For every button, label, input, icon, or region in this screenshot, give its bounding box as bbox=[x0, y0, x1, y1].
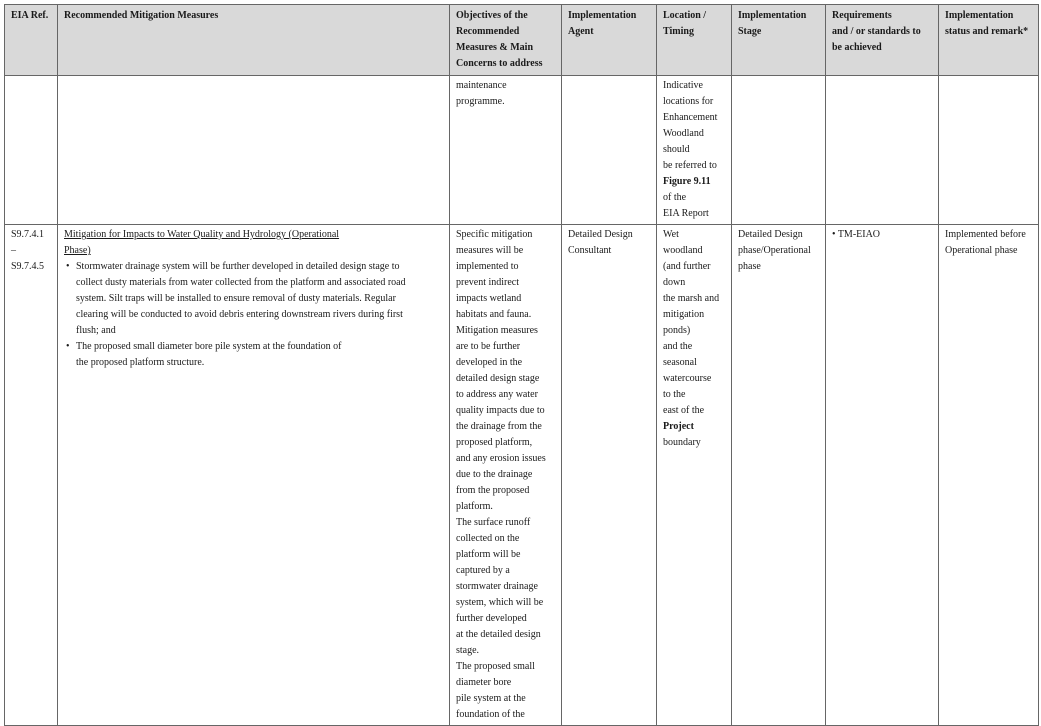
row2-objectives-cell bbox=[450, 225, 562, 726]
row1-agent-cell bbox=[562, 76, 657, 225]
text-line: Implementation bbox=[568, 10, 637, 21]
text-line: locations for bbox=[663, 96, 714, 107]
text-line: Stormwater drainage system will be further developed in detailed design stage to bbox=[76, 261, 400, 272]
text-line: ponds) bbox=[663, 325, 691, 336]
row1-objectives-cell bbox=[450, 76, 562, 225]
text-line: down bbox=[663, 277, 686, 288]
row2-objectives-text bbox=[456, 227, 555, 723]
header-requirements-lines bbox=[832, 8, 932, 56]
row2-location-tail bbox=[663, 435, 725, 451]
row2-stage-cell bbox=[732, 225, 826, 726]
text-line: be referred to bbox=[663, 160, 717, 171]
text-line: collected on the bbox=[456, 533, 520, 544]
header-mitigation-measures bbox=[58, 5, 450, 76]
text-line: quality impacts due to bbox=[456, 405, 545, 416]
row1-objectives-text bbox=[456, 78, 555, 110]
text-line: The proposed small bbox=[456, 661, 535, 672]
row2-location-text bbox=[663, 227, 725, 419]
text-line: Stage bbox=[738, 26, 762, 37]
text-line: due to the drainage bbox=[456, 469, 533, 480]
table-row bbox=[5, 225, 1039, 726]
text-line: Location / bbox=[663, 10, 707, 21]
text-line: collect dusty materials from water collected from the platform and associated road bbox=[76, 277, 406, 288]
text-line: foundation of the bbox=[456, 709, 525, 720]
text-line: should bbox=[663, 144, 690, 155]
text-line: • TM-EIAO bbox=[832, 229, 881, 240]
text-line: Implementation bbox=[945, 10, 1014, 21]
row1-location-figure-ref bbox=[663, 174, 725, 190]
eia-ref-start: S9.7.4.1 bbox=[11, 229, 45, 240]
header-requirements bbox=[826, 5, 939, 76]
text-line: the proposed platform structure. bbox=[76, 357, 205, 368]
text-line: watercourse bbox=[663, 373, 712, 384]
row1-stage-cell bbox=[732, 76, 826, 225]
text-line: be achieved bbox=[832, 42, 882, 53]
row2-measures-cell bbox=[58, 225, 450, 726]
text-line: stormwater drainage bbox=[456, 581, 538, 592]
text-line: to the bbox=[663, 389, 686, 400]
text-line: at the detailed design bbox=[456, 629, 541, 640]
text-line: Recommended Mitigation Measures bbox=[64, 10, 219, 21]
text-line: measures will be bbox=[456, 245, 524, 256]
header-implementation-stage bbox=[732, 5, 826, 76]
text-line: Implemented before bbox=[945, 229, 1026, 240]
row1-measures-cell bbox=[58, 76, 450, 225]
header-row bbox=[5, 5, 1039, 76]
text-line: developed in the bbox=[456, 357, 523, 368]
text-line: the drainage from the bbox=[456, 421, 542, 432]
header-eia-ref-lines bbox=[11, 8, 51, 24]
text-line: stage. bbox=[456, 645, 480, 656]
text-line: Recommended bbox=[456, 26, 520, 37]
text-line: the marsh and bbox=[663, 293, 720, 304]
text-line: of the bbox=[663, 192, 687, 203]
row1-location-cell bbox=[657, 76, 732, 225]
text-line: Detailed Design bbox=[568, 229, 633, 240]
text-line: detailed design stage bbox=[456, 373, 540, 384]
row2-agent-text bbox=[568, 227, 650, 259]
table-row bbox=[5, 76, 1039, 225]
row1-status-cell bbox=[939, 76, 1039, 225]
text-line: (and further bbox=[663, 261, 711, 272]
measure-bullet-1 bbox=[64, 259, 443, 339]
text-line: EIA Ref. bbox=[11, 10, 49, 21]
text-line: Objectives of the bbox=[456, 10, 528, 21]
text-line: status and remark* bbox=[945, 26, 1029, 37]
row1-location-figure-label: Figure 9.11 bbox=[663, 176, 711, 187]
text-line: The proposed small diameter bore pile system at the foundation of bbox=[76, 341, 342, 352]
text-line: habitats and fauna. bbox=[456, 309, 532, 320]
header-objectives bbox=[450, 5, 562, 76]
eia-ref-end: S9.7.4.5 bbox=[11, 261, 45, 272]
measure-title bbox=[64, 227, 443, 259]
text-line: Woodland bbox=[663, 128, 704, 139]
row2-agent-cell bbox=[562, 225, 657, 726]
row2-status-cell bbox=[939, 225, 1039, 726]
text-line: phase bbox=[738, 261, 761, 272]
header-mitigation-measures-lines bbox=[64, 8, 443, 24]
text-line: captured by a bbox=[456, 565, 510, 576]
text-line: and the bbox=[663, 341, 693, 352]
header-implementation-agent bbox=[562, 5, 657, 76]
measure-bullet-1-text bbox=[76, 259, 443, 339]
row2-location-cell bbox=[657, 225, 732, 726]
text-line: maintenance bbox=[456, 80, 507, 91]
text-line: and any erosion issues bbox=[456, 453, 546, 464]
row2-eia-ref-cell bbox=[5, 225, 58, 726]
text-line: Indicative bbox=[663, 80, 703, 91]
text-line: are to be further bbox=[456, 341, 521, 352]
text-line: Measures & Main bbox=[456, 42, 534, 53]
header-implementation-status-lines bbox=[945, 8, 1032, 40]
text-line: from the proposed bbox=[456, 485, 530, 496]
text-line: Concerns to address bbox=[456, 58, 543, 69]
header-implementation-stage-lines bbox=[738, 8, 819, 40]
text-line: Phase) bbox=[64, 245, 91, 256]
text-line: to address any water bbox=[456, 389, 538, 400]
text-line: Implementation bbox=[738, 10, 807, 21]
text-line: Requirements bbox=[832, 10, 892, 21]
text-line: impacts wetland bbox=[456, 293, 522, 304]
text-line: further developed bbox=[456, 613, 527, 624]
header-objectives-lines bbox=[456, 8, 555, 72]
text-line: EIA Report bbox=[663, 208, 709, 219]
text-line: prevent indirect bbox=[456, 277, 520, 288]
row2-status-text bbox=[945, 227, 1032, 259]
eia-ref-dash: – bbox=[11, 245, 16, 256]
measure-bullet-2-text bbox=[76, 339, 443, 371]
text-line: Wet bbox=[663, 229, 679, 240]
text-line: Mitigation measures bbox=[456, 325, 538, 336]
text-line: and / or standards to bbox=[832, 26, 921, 37]
row1-location-tail bbox=[663, 190, 725, 222]
row2-location-bold-label: Project bbox=[663, 421, 694, 432]
text-line: platform. bbox=[456, 501, 493, 512]
header-location-timing-lines bbox=[663, 8, 725, 40]
row1-eia-ref-cell bbox=[5, 76, 58, 225]
text-line: Operational phase bbox=[945, 245, 1018, 256]
header-eia-ref bbox=[5, 5, 58, 76]
text-line: boundary bbox=[663, 437, 701, 448]
text-line: platform will be bbox=[456, 549, 521, 560]
text-line: system. Silt traps will be installed to ensure removal of dusty materials. Regular bbox=[76, 293, 396, 304]
text-line: Mitigation for Impacts to Water Quality and Hydrology (Operational bbox=[64, 229, 340, 240]
text-line: Agent bbox=[568, 26, 594, 37]
row1-location-text bbox=[663, 78, 725, 174]
text-line: phase/Operational bbox=[738, 245, 811, 256]
text-line: flush; and bbox=[76, 325, 116, 336]
row2-requirements-text bbox=[832, 227, 932, 243]
text-line: Timing bbox=[663, 26, 694, 37]
bullet-icon: • bbox=[66, 341, 70, 352]
text-line: The surface runoff bbox=[456, 517, 531, 528]
header-implementation-agent-lines bbox=[568, 8, 650, 40]
header-location-timing bbox=[657, 5, 732, 76]
text-line: implemented to bbox=[456, 261, 519, 272]
text-line: pile system at the bbox=[456, 693, 526, 704]
measure-bullet-2 bbox=[64, 339, 443, 371]
text-line: proposed platform, bbox=[456, 437, 533, 448]
header-implementation-status bbox=[939, 5, 1039, 76]
text-line: mitigation bbox=[663, 309, 705, 320]
text-line: Consultant bbox=[568, 245, 612, 256]
row1-requirements-cell bbox=[826, 76, 939, 225]
row2-stage-text bbox=[738, 227, 819, 275]
text-line: Enhancement bbox=[663, 112, 718, 123]
row2-location-bold bbox=[663, 419, 725, 435]
text-line: seasonal bbox=[663, 357, 697, 368]
bullet-icon: • bbox=[66, 261, 70, 272]
text-line: Specific mitigation bbox=[456, 229, 533, 240]
text-line: system, which will be bbox=[456, 597, 544, 608]
text-line: Detailed Design bbox=[738, 229, 803, 240]
row2-requirements-cell bbox=[826, 225, 939, 726]
text-line: clearing will be conducted to avoid debris entering downstream rivers during first bbox=[76, 309, 403, 320]
text-line: east of the bbox=[663, 405, 705, 416]
text-line: programme. bbox=[456, 96, 505, 107]
text-line: diameter bore bbox=[456, 677, 512, 688]
mitigation-measures-table bbox=[4, 4, 1039, 726]
text-line: woodland bbox=[663, 245, 703, 256]
